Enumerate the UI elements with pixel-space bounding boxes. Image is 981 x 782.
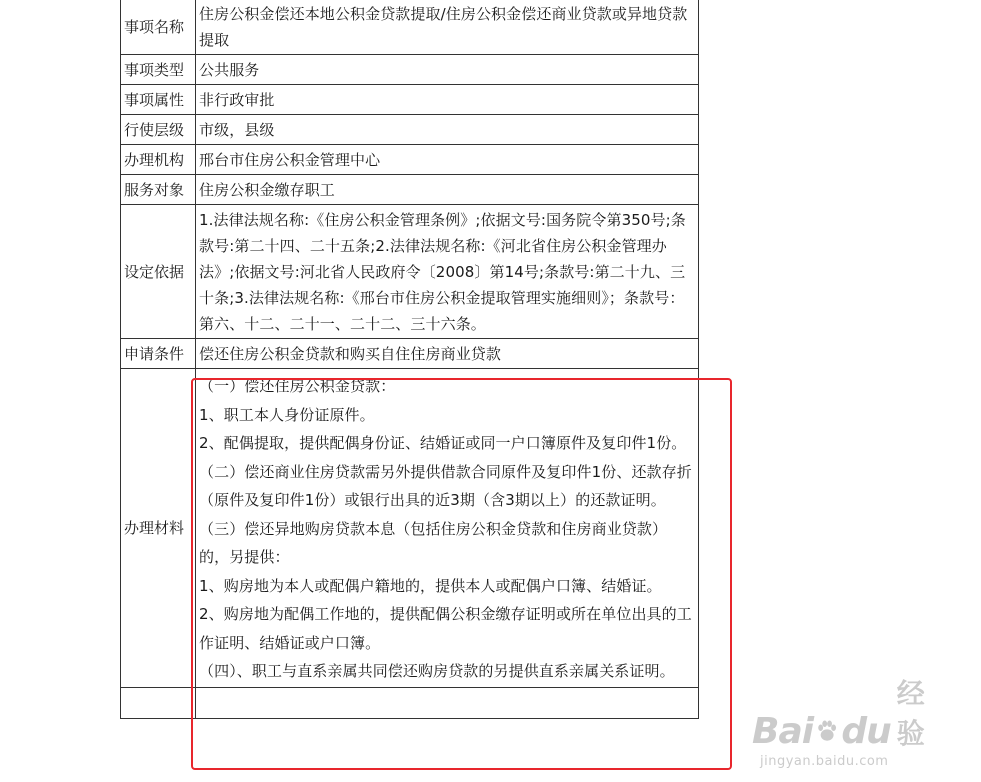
row-value xyxy=(196,688,699,718)
materials-line: 2、购房地为配偶工作地的，提供配偶公积金缴存证明或所在单位出具的工作证明、结婚证或户口簿。 xyxy=(199,605,692,652)
row-label: 申请条件 xyxy=(120,339,196,368)
service-info-table xyxy=(120,0,699,719)
baidu-logo xyxy=(752,672,942,752)
row-label: 办理材料 xyxy=(120,369,196,687)
row-value xyxy=(196,85,699,114)
row-label: 事项属性 xyxy=(120,85,196,114)
row-label: 服务对象 xyxy=(120,175,196,204)
row-label: 事项名称 xyxy=(120,0,196,54)
logo-text-bai: Bai xyxy=(752,711,814,752)
row-value xyxy=(196,145,699,174)
row-level xyxy=(120,115,699,145)
row-conditions xyxy=(120,339,699,369)
row-value xyxy=(196,55,699,84)
materials-line: （四）、职工与直系亲属共同偿还购房贷款的另提供直系亲属关系证明。 xyxy=(199,662,675,680)
row-item-attribute xyxy=(120,85,699,115)
logo-text-du: du xyxy=(841,711,891,752)
row-label xyxy=(120,688,196,718)
value-text: 邢台市住房公积金管理中心 xyxy=(199,151,381,169)
value-text: 非行政审批 xyxy=(199,91,275,109)
value-text: 公共服务 xyxy=(199,61,260,79)
row-next-partial xyxy=(120,688,699,719)
row-audience xyxy=(120,175,699,205)
materials-line: 1、购房地为本人或配偶户籍地的，提供本人或配偶户口簿、结婚证。 xyxy=(199,576,662,595)
row-value xyxy=(196,339,699,368)
row-label: 行使层级 xyxy=(120,115,196,144)
materials-line: （二）偿还商业住房贷款需另外提供借款合同原件及复印件1份、还款存折（原件及复印件1份）或银行出具的近3期（含3期以上）的还款证明。 xyxy=(199,462,692,509)
row-label: 设定依据 xyxy=(120,205,196,338)
materials-line: 1、职工本人身份证原件。 xyxy=(199,405,375,424)
row-item-type xyxy=(120,55,699,85)
row-legal-basis xyxy=(120,205,699,339)
row-label: 办理机构 xyxy=(120,145,196,174)
row-agency xyxy=(120,145,699,175)
row-label: 事项类型 xyxy=(120,55,196,84)
value-text: 1.法律法规名称:《住房公积金管理条例》;依据文号:国务院令第350号;条款号:第二十四、二十五条;2.法律法规名称:《河北省住房公积金管理办法》;依据文号:河北省人民政府令〔2008〕第14号;条款号:第二十九、三十条;3.法律法规名称:《邢台市住房公积金提取管理实施细则》；条款号：第六、十二、二十一、二十二、三十六条。 xyxy=(199,211,686,333)
row-value xyxy=(196,369,699,687)
materials-line: （一）偿还住房公积金贷款： xyxy=(199,377,396,395)
value-text: 住房公积金偿还本地公积金贷款提取/住房公积金偿还商业贷款或异地贷款提取 xyxy=(199,5,688,49)
row-value xyxy=(196,175,699,204)
row-value xyxy=(196,115,699,144)
row-item-name xyxy=(120,0,699,55)
value-text: 市级，县级 xyxy=(199,121,275,139)
paw-icon xyxy=(815,716,839,746)
value-text: 偿还住房公积金贷款和购买自住住房商业贷款 xyxy=(199,345,502,363)
row-value xyxy=(196,0,699,54)
value-text: 住房公积金缴存职工 xyxy=(199,181,335,199)
watermark-url: jingyan.baidu.com xyxy=(760,754,889,769)
materials-line: 2、配偶提取，提供配偶身份证、结婚证或同一户口簿原件及复印件1份。 xyxy=(199,434,687,452)
materials-line: （三）偿还异地购房贷款本息（包括住房公积金贷款和住房商业贷款）的，另提供： xyxy=(199,519,668,566)
baidu-jingyan-watermark xyxy=(752,672,942,772)
logo-text-jingyan: 经验 xyxy=(896,677,925,750)
row-value xyxy=(196,205,699,338)
row-materials xyxy=(120,369,699,688)
